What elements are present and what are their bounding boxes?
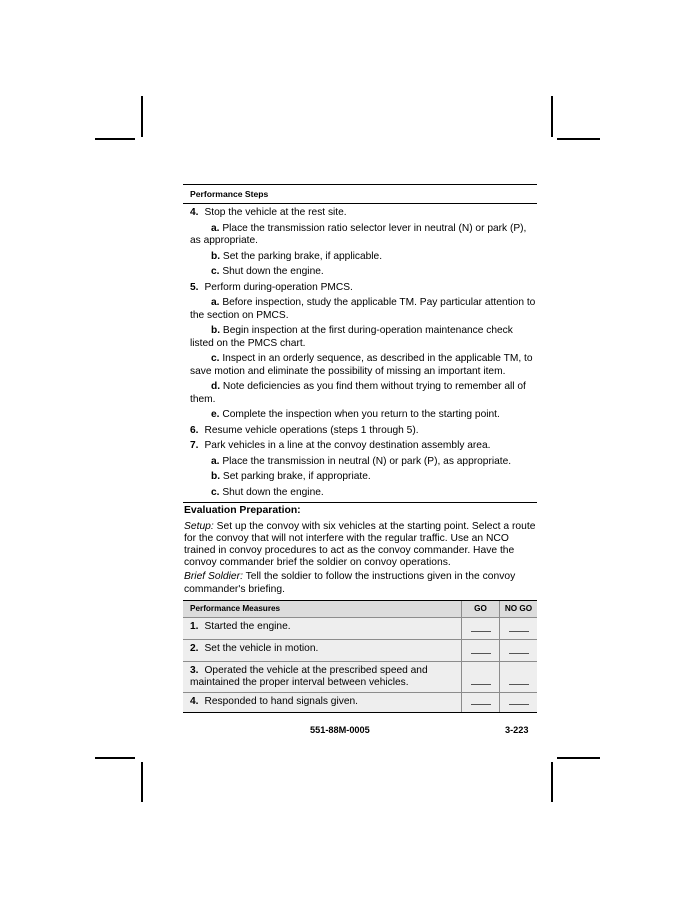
go-blank[interactable] xyxy=(462,639,500,661)
performance-measures-table xyxy=(183,600,537,713)
substep-text: Set the parking brake, if applicable. xyxy=(222,250,383,262)
substep-item xyxy=(190,325,537,350)
brief-soldier-paragraph xyxy=(183,571,537,595)
step-item xyxy=(190,207,537,220)
crop-mark-top-right-horizontal xyxy=(557,138,600,140)
step-item xyxy=(190,425,537,438)
measure-cell xyxy=(183,617,462,639)
step-text: Stop the vehicle at the rest site. xyxy=(204,207,347,218)
performance-steps-header: Performance Steps xyxy=(183,184,537,204)
measure-number: 2. xyxy=(190,642,199,654)
step-item xyxy=(190,440,537,453)
substep-item xyxy=(190,251,537,264)
substep-letter: e. xyxy=(211,409,220,420)
nogo-blank[interactable] xyxy=(500,639,538,661)
step-number: 4. xyxy=(190,207,199,218)
go-column-header: GO xyxy=(462,600,500,617)
step-number: 5. xyxy=(190,281,199,293)
measure-text: Operated the vehicle at the prescribed speed and maintained the proper interval between vehicles. xyxy=(190,664,428,688)
substep-text: Inspect in an orderly sequence, as described in the applicable TM, to save motion and eliminate the possibility of missing an important item. xyxy=(190,353,533,377)
substep-text: Shut down the engine. xyxy=(222,266,324,277)
table-row xyxy=(183,661,537,692)
table-header-row xyxy=(183,600,537,617)
measure-cell xyxy=(183,639,462,661)
measure-number: 3. xyxy=(190,664,199,676)
crop-mark-top-left-vertical xyxy=(141,96,143,137)
substep-text: Place the transmission ratio selector lever in neutral (N) or park (P), as appropriate. xyxy=(190,222,527,246)
substep-letter: b. xyxy=(211,471,221,482)
substep-item xyxy=(190,297,537,322)
substep-letter: a. xyxy=(211,297,220,308)
measure-cell xyxy=(183,692,462,712)
crop-mark-top-left-horizontal xyxy=(95,138,135,140)
measure-cell xyxy=(183,661,462,692)
substep-text: Begin inspection at the first during-operation maintenance check listed on the PMCS chart. xyxy=(190,325,513,349)
step-item xyxy=(190,282,537,295)
substep-item xyxy=(190,409,537,422)
substep-item xyxy=(190,223,537,248)
substep-letter: c. xyxy=(211,353,220,364)
substep-text: Complete the inspection when you return to the starting point. xyxy=(222,409,500,420)
page-number: 3-223 xyxy=(505,725,529,735)
substep-item xyxy=(190,487,537,500)
measure-text: Set the vehicle in motion. xyxy=(204,642,319,654)
substep-text: Set parking brake, if appropriate. xyxy=(222,471,371,482)
measure-number: 1. xyxy=(190,620,199,632)
step-text: Perform during-operation PMCS. xyxy=(204,281,353,293)
crop-mark-bottom-right-horizontal xyxy=(557,757,600,759)
performance-measures-header: Performance Measures xyxy=(183,600,462,617)
substep-text: Shut down the engine. xyxy=(222,486,324,498)
evaluation-preparation-title: Evaluation Preparation: xyxy=(184,505,301,516)
measure-text: Started the engine. xyxy=(204,620,291,632)
setup-paragraph xyxy=(183,521,537,570)
table-row xyxy=(183,617,537,639)
crop-mark-bottom-left-horizontal xyxy=(95,757,135,759)
substep-letter: a. xyxy=(211,222,220,234)
measure-number: 4. xyxy=(190,695,199,707)
setup-text: Set up the convoy with six vehicles at the starting point. Select a route for the convoy that will not interfere with the regular traffic. Use an NCO trained in convoy procedures to act as the convoy commander. Have the convoy commander brief the soldier on convoy operations. xyxy=(184,520,536,569)
setup-label: Setup: xyxy=(184,520,214,532)
go-blank[interactable] xyxy=(462,617,500,639)
table-row xyxy=(183,692,537,712)
substep-item xyxy=(190,456,537,469)
table-row xyxy=(183,639,537,661)
nogo-blank[interactable] xyxy=(500,661,538,692)
substep-text: Before inspection, study the applicable TM. Pay particular attention to the section on PMCS. xyxy=(190,297,536,321)
performance-steps-list xyxy=(183,204,537,499)
document-number: 551-88M-0005 xyxy=(310,725,370,735)
substep-item xyxy=(190,381,537,406)
substep-item xyxy=(190,353,537,378)
brief-soldier-label: Brief Soldier: xyxy=(184,571,243,583)
nogo-blank[interactable] xyxy=(500,617,538,639)
go-blank[interactable] xyxy=(462,661,500,692)
substep-letter: b. xyxy=(211,325,221,336)
substep-text: Place the transmission in neutral (N) or park (P), as appropriate. xyxy=(222,455,512,467)
go-blank[interactable] xyxy=(462,692,500,712)
crop-mark-bottom-right-vertical xyxy=(551,762,553,802)
substep-letter: a. xyxy=(211,455,220,467)
substep-letter: c. xyxy=(211,266,220,277)
step-text: Resume vehicle operations (steps 1 through 5). xyxy=(204,424,419,436)
substep-letter: d. xyxy=(211,381,221,392)
substep-text: Note deficiencies as you find them without trying to remember all of them. xyxy=(190,381,526,405)
step-number: 6. xyxy=(190,424,199,436)
crop-mark-bottom-left-vertical xyxy=(141,762,143,802)
page-content xyxy=(183,184,537,713)
step-number: 7. xyxy=(190,440,199,451)
measure-text: Responded to hand signals given. xyxy=(204,695,358,707)
step-text: Park vehicles in a line at the convoy destination assembly area. xyxy=(204,440,491,451)
substep-item xyxy=(190,471,537,484)
brief-soldier-text: Tell the soldier to follow the instructions given in the convoy commander's briefing. xyxy=(184,571,516,595)
substep-letter: b. xyxy=(211,250,221,262)
nogo-blank[interactable] xyxy=(500,692,538,712)
crop-mark-top-right-vertical xyxy=(551,96,553,137)
substep-letter: c. xyxy=(211,486,220,498)
nogo-column-header: NO GO xyxy=(500,600,538,617)
substep-item xyxy=(190,266,537,279)
